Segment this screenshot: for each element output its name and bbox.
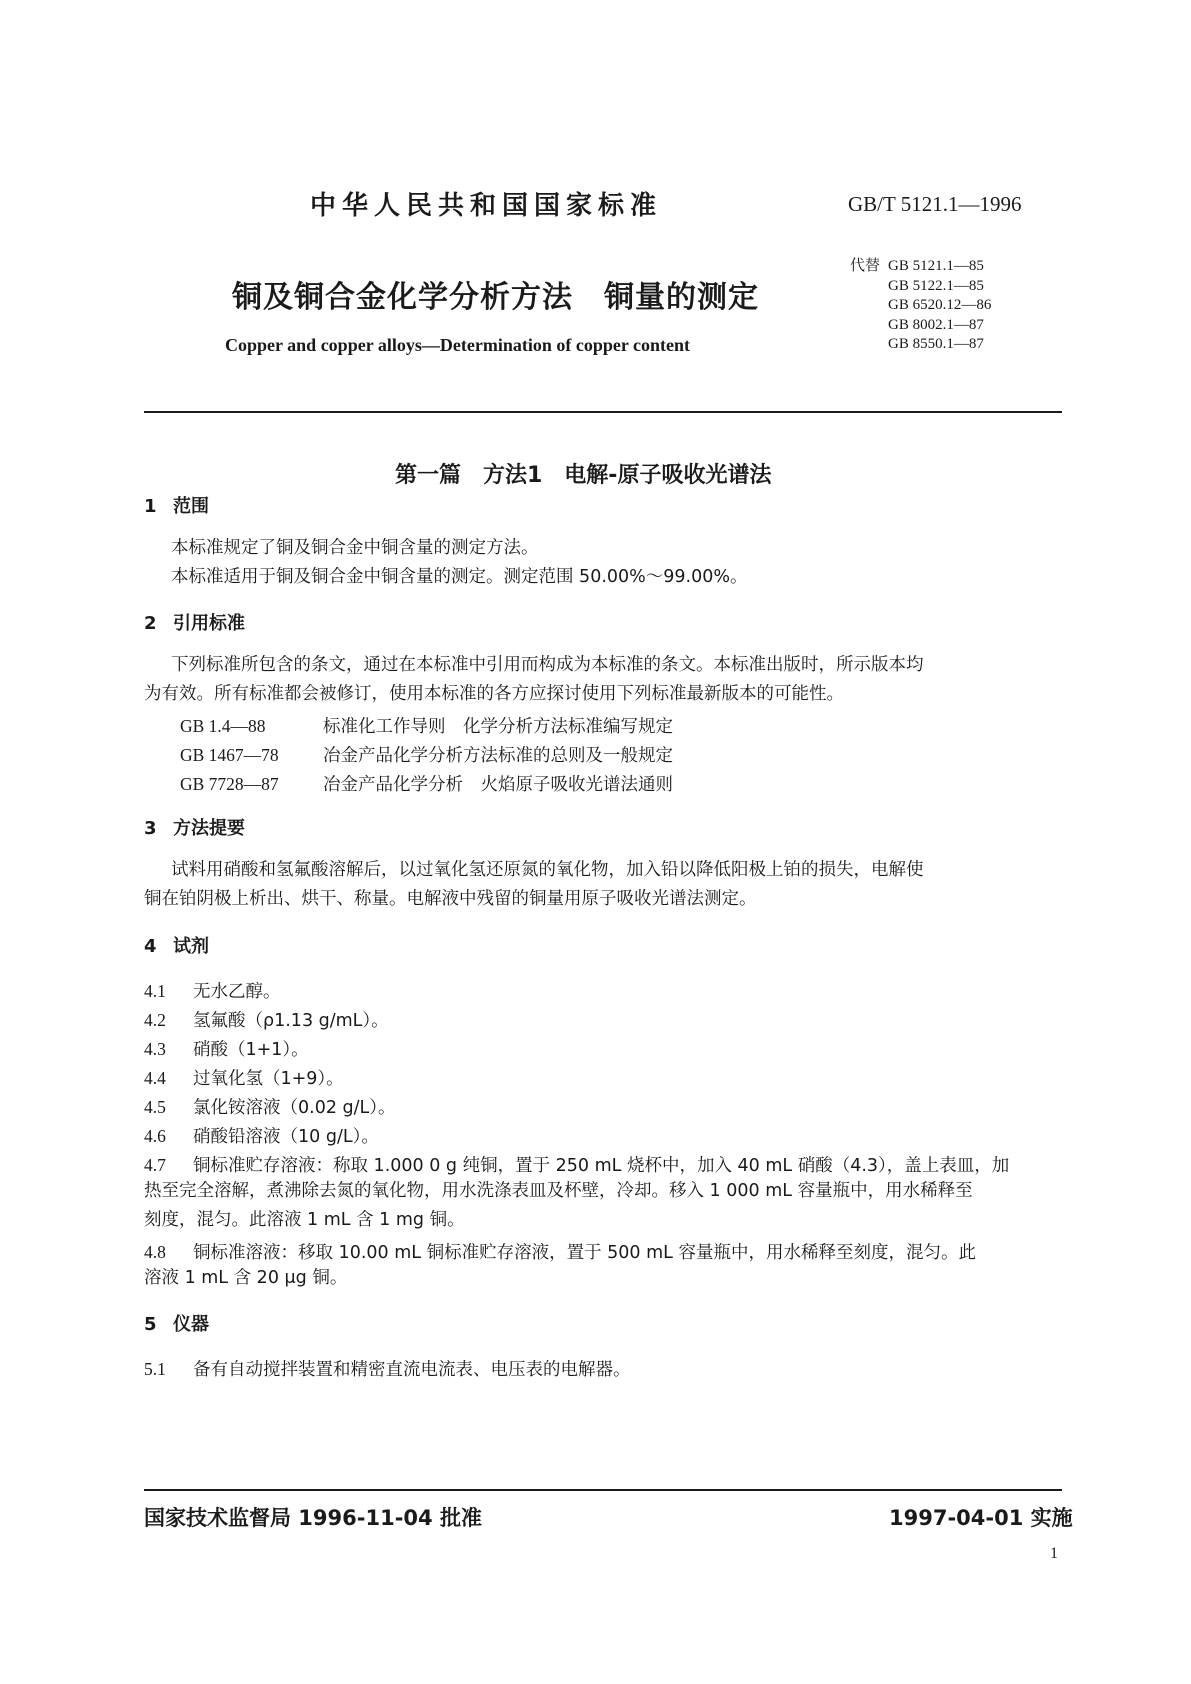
effective-date: 1997-04-01 实施 bbox=[889, 1506, 1073, 1530]
section-number: 4 bbox=[144, 936, 157, 957]
standard-code: GB/T 5121.1—1996 bbox=[848, 192, 1022, 216]
replaced-standard: GB 8002.1—87 bbox=[888, 316, 984, 333]
document-title-cn: 铜及铜合金化学分析方法 铜量的测定 bbox=[232, 280, 759, 315]
reference-item bbox=[180, 742, 673, 767]
document-title-en: Copper and copper alloys—Determination of copper content bbox=[225, 335, 690, 355]
list-item bbox=[144, 1356, 631, 1381]
section-title: 仪器 bbox=[173, 1314, 209, 1335]
list-item bbox=[144, 1123, 379, 1148]
item-number: 4.2 bbox=[144, 1010, 166, 1030]
page-number: 1 bbox=[1050, 1545, 1058, 1562]
list-item bbox=[144, 1065, 344, 1090]
item-text: 铜标准贮存溶液：称取 1.000 0 g 纯铜，置于 250 mL 烧杯中，加入 40 mL 硝酸（4.3），盖上表皿，加 bbox=[193, 1156, 1010, 1176]
reference-title: 冶金产品化学分析 火焰原子吸收光谱法通则 bbox=[323, 775, 673, 795]
header-divider bbox=[144, 411, 1062, 413]
replaced-standard: GB 5121.1—85 bbox=[888, 258, 984, 274]
list-item bbox=[144, 1036, 309, 1061]
section-number: 1 bbox=[144, 496, 157, 517]
list-item bbox=[144, 978, 281, 1003]
replaces-label: 代替 bbox=[850, 256, 881, 274]
replaced-standard: GB 6520.12—86 bbox=[888, 297, 992, 313]
reference-code: GB 1467—78 bbox=[180, 745, 279, 765]
list-item bbox=[144, 1007, 389, 1032]
item-number: 4.5 bbox=[144, 1097, 166, 1117]
list-item bbox=[144, 1239, 976, 1264]
item-text: 氯化铵溶液（0.02 g/L）。 bbox=[193, 1098, 396, 1118]
item-text: 备有自动搅拌装置和精密直流电流表、电压表的电解器。 bbox=[193, 1360, 631, 1380]
item-text: 硝酸铅溶液（10 g/L）。 bbox=[193, 1127, 379, 1147]
section-title: 范围 bbox=[173, 496, 209, 517]
part-heading: 第一篇 方法1 电解-原子吸收光谱法 bbox=[395, 463, 772, 488]
section-heading bbox=[144, 932, 209, 958]
item-text-continued: 热至完全溶解，煮沸除去氮的氧化物，用水洗涤表皿及杯壁，冷却。移入 1 000 mL 容量瓶中，用水稀释至 bbox=[144, 1181, 973, 1201]
replaced-standard: GB 5122.1—85 bbox=[888, 277, 984, 294]
footer-divider bbox=[144, 1489, 1062, 1491]
item-number: 4.4 bbox=[144, 1068, 166, 1088]
item-text: 铜标准溶液：移取 10.00 mL 铜标准贮存溶液，置于 500 mL 容量瓶中，用水稀释至刻度，混匀。此 bbox=[193, 1243, 976, 1263]
list-item bbox=[144, 1152, 1009, 1177]
list-item bbox=[144, 1094, 396, 1119]
item-text: 硝酸（1+1）。 bbox=[193, 1040, 309, 1060]
section-heading bbox=[144, 1310, 209, 1336]
paragraph-line: 铜在铂阴极上析出、烘干、称量。电解液中残留的铜量用原子吸收光谱法测定。 bbox=[144, 889, 757, 909]
reference-title: 标准化工作导则 化学分析方法标准编写规定 bbox=[323, 717, 673, 737]
section-heading bbox=[144, 609, 245, 635]
item-number: 4.3 bbox=[144, 1039, 166, 1059]
paragraph-line: 为有效。所有标准都会被修订，使用本标准的各方应探讨使用下列标准最新版本的可能性。 bbox=[144, 684, 844, 704]
section-heading bbox=[144, 492, 209, 518]
item-text-continued: 刻度，混匀。此溶液 1 mL 含 1 mg 铜。 bbox=[144, 1210, 465, 1230]
paragraph: 本标准规定了铜及铜合金中铜含量的测定方法。 bbox=[171, 538, 539, 558]
section-number: 2 bbox=[144, 613, 157, 634]
reference-code: GB 1.4—88 bbox=[180, 716, 266, 736]
item-text: 无水乙醇。 bbox=[193, 982, 281, 1002]
section-number: 3 bbox=[144, 818, 157, 839]
item-number: 4.6 bbox=[144, 1126, 166, 1146]
item-number: 4.1 bbox=[144, 981, 166, 1001]
item-number: 4.8 bbox=[144, 1242, 166, 1262]
section-title: 方法提要 bbox=[173, 818, 245, 839]
standard-title: 中华人民共和国国家标准 bbox=[310, 191, 663, 221]
section-heading bbox=[144, 814, 245, 840]
paragraph-line: 下列标准所包含的条文，通过在本标准中引用而构成为本标准的条文。本标准出版时，所示版本均 bbox=[171, 655, 924, 675]
paragraph: 本标准适用于铜及铜合金中铜含量的测定。测定范围 50.00%～99.00%。 bbox=[171, 567, 748, 587]
section-number: 5 bbox=[144, 1314, 157, 1335]
item-text: 过氧化氢（1+9）。 bbox=[193, 1069, 344, 1089]
approval-date: 国家技术监督局 1996-11-04 批准 bbox=[144, 1506, 482, 1530]
section-title: 引用标准 bbox=[173, 613, 245, 634]
item-number: 4.7 bbox=[144, 1155, 166, 1175]
section-title: 试剂 bbox=[173, 936, 209, 957]
reference-item bbox=[180, 771, 673, 796]
paragraph-line: 试料用硝酸和氢氟酸溶解后，以过氧化氢还原氮的氧化物，加入铅以降低阳极上铂的损失，电解使 bbox=[171, 860, 924, 880]
item-text: 氢氟酸（ρ1.13 g/mL）。 bbox=[193, 1011, 389, 1031]
replaces-block bbox=[850, 256, 991, 354]
reference-item bbox=[180, 713, 673, 738]
item-number: 5.1 bbox=[144, 1359, 166, 1379]
replaced-standard: GB 8550.1—87 bbox=[888, 336, 984, 352]
reference-code: GB 7728—87 bbox=[180, 774, 279, 794]
reference-title: 冶金产品化学分析方法标准的总则及一般规定 bbox=[323, 746, 673, 766]
item-text-continued: 溶液 1 mL 含 20 μg 铜。 bbox=[144, 1268, 348, 1288]
